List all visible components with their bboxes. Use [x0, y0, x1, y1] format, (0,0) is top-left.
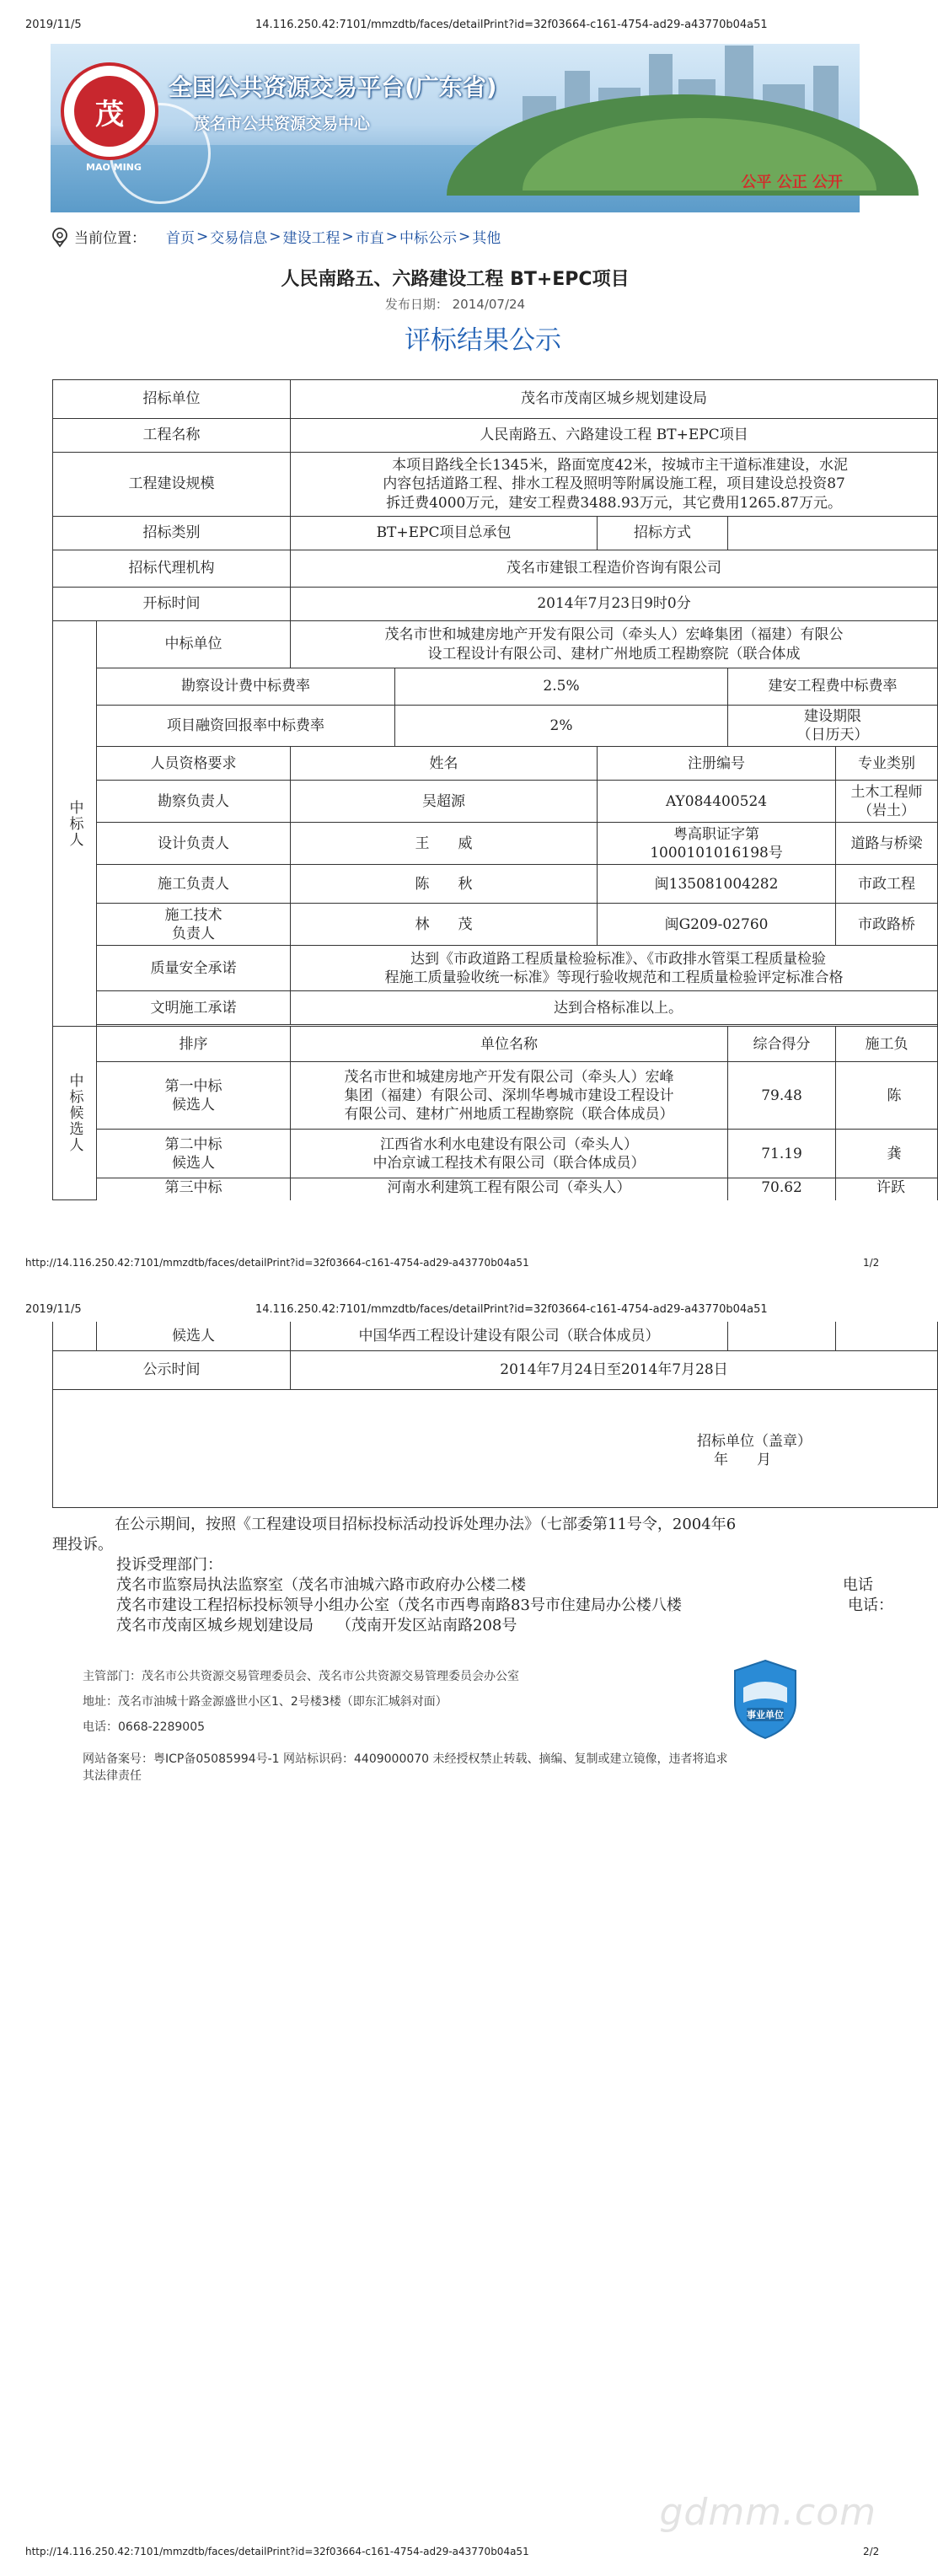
side-candidates-cont	[53, 1322, 97, 1350]
label-tenderer: 招标单位	[53, 380, 291, 419]
quality-line-2: 程施工质量验收统一标准》等现行验收规范和工程质量检验评定标准合格	[384, 969, 844, 986]
site-title: 全国公共资源交易平台(广东省)	[169, 73, 497, 101]
label-project-name: 工程名称	[53, 419, 291, 453]
badge-text: 事业单位	[747, 1709, 784, 1720]
bid-result-table-continued	[52, 1322, 938, 1508]
personnel-reg	[598, 823, 836, 865]
shield-badge-icon	[732, 1659, 799, 1740]
cand-name-line: 江西省水利水电建设有限公司（牵头人）	[380, 1135, 639, 1153]
cand-head-score: 综合得分	[728, 1027, 836, 1062]
breadcrumb-sep: >	[269, 228, 281, 245]
row-finance-rate	[53, 706, 938, 747]
complaint-dept-3: 茂名市茂南区城乡规划建设局 （茂南开发区站南路208号	[116, 1617, 517, 1634]
role-line-2: 负责人	[172, 925, 216, 942]
breadcrumb-city[interactable]: 市直	[355, 230, 384, 247]
personnel-head-major: 专业类别	[836, 747, 938, 781]
breadcrumb-label: 当前位置：	[74, 230, 146, 247]
cand-lead: 陈	[836, 1062, 938, 1130]
personnel-head-reg: 注册编号	[598, 747, 836, 781]
cand-name-line: 有限公司、建材广州地质工程勘察院（联合体成员）	[344, 1105, 674, 1123]
bid-result-table	[52, 379, 938, 1200]
value-tenderer: 茂名市茂南区城乡规划建设局	[291, 380, 938, 419]
cand-lead: 许跃	[836, 1178, 938, 1200]
cand-name: 河南水利建筑工程有限公司（牵头人）	[291, 1178, 728, 1200]
cand-name-line: 中冶京诚工程技术有限公司（联合体成员）	[373, 1154, 646, 1172]
cand-name-line: 茂名市世和城建房地产开发有限公司（牵头人）宏峰	[344, 1068, 674, 1086]
cand-name	[291, 1062, 728, 1130]
site-banner	[51, 44, 860, 212]
label-agency: 招标代理机构	[53, 550, 291, 588]
rank-line-2: 候选人	[172, 1096, 216, 1114]
major-line-2: （岩土）	[858, 802, 916, 819]
print-footer-url: http://14.116.250.42:7101/mmzdtb/faces/detailPrint?id=32f03664-c161-4754-ad29-a43770b04a51	[25, 2546, 529, 2557]
value-project-name: 人民南路五、六路建设工程 BT+EPC项目	[291, 419, 938, 453]
cand-rank	[97, 1062, 291, 1130]
site-logo[interactable]: 茂	[61, 62, 158, 160]
label-publicity: 公示时间	[53, 1350, 291, 1389]
table-row	[53, 1130, 938, 1178]
label-category: 招标类别	[53, 517, 291, 550]
row-category	[53, 517, 938, 550]
breadcrumb-sep: >	[385, 228, 398, 245]
rank-line-1: 第一中标	[164, 1077, 222, 1095]
logo-pinyin: MAO MING	[86, 162, 142, 173]
scale-line-3: 拆迁费4000万元，建安工程费3488.93万元，其它费用1265.87万元。	[386, 494, 842, 512]
label-finance-rate: 项目融资回报率中标费率	[97, 706, 395, 747]
value-publicity: 2014年7月24日至2014年7月28日	[291, 1350, 938, 1389]
side-candidates: 中标候选人	[53, 1027, 97, 1200]
cand-rank: 第三中标	[97, 1178, 291, 1200]
value-agency: 茂名市建银工程造价咨询有限公司	[291, 550, 938, 588]
row-personnel-head	[53, 747, 938, 781]
footer-address: 地址：茂名市油城十路金源盛世小区1、2号楼3楼（即东汇城斜对面）	[83, 1695, 448, 1709]
banner-slogan: 公平 公正 公开	[741, 174, 843, 191]
sign-cell	[53, 1389, 938, 1507]
label-duration	[728, 706, 938, 747]
cand-head-lead: 施工负	[836, 1027, 938, 1062]
sign-line-1: 招标单位（盖章）	[697, 1432, 812, 1450]
notice-paragraph-cont: 理投诉。	[52, 1536, 113, 1554]
table-row	[53, 865, 938, 904]
cand-name: 中国华西工程设计建设有限公司（联合体成员）	[291, 1322, 728, 1350]
cand-name-line: 集团（福建）有限公司、深圳华粤城市建设工程设计	[344, 1087, 674, 1104]
document-title: 人民南路五、六路建设工程 BT+EPC项目	[281, 269, 630, 290]
value-scale	[291, 453, 938, 517]
value-winner	[291, 621, 938, 668]
breadcrumb-sep: >	[458, 228, 471, 245]
row-candidate-head	[53, 1027, 938, 1062]
rank-line-2: 候选人	[172, 1154, 216, 1172]
label-winner: 中标单位	[97, 621, 291, 668]
breadcrumb-sep: >	[196, 228, 209, 245]
cand-lead: 龚	[836, 1130, 938, 1178]
reg-line-2: 1000101016198号	[650, 844, 783, 861]
footer-sponsor: 主管部门：茂名市公共资源交易管理委员会、茂名市公共资源交易管理委员会办公室	[83, 1670, 519, 1683]
row-scale	[53, 453, 938, 517]
cand-lead-cont	[836, 1322, 938, 1350]
personnel-head-req: 人员资格要求	[97, 747, 291, 781]
label-scale: 工程建设规模	[53, 453, 291, 517]
personnel-reg: 闽G209-02760	[598, 904, 836, 946]
value-survey-rate: 2.5%	[395, 668, 728, 706]
print-date: 2019/11/5	[25, 1303, 82, 1316]
print-page-1: 1/2	[863, 1257, 880, 1269]
personnel-role: 设计负责人	[97, 823, 291, 865]
value-finance-rate: 2%	[395, 706, 728, 747]
quality-line-1: 达到《市政道路工程质量检验标准》、《市政排水管渠工程质量检验	[410, 950, 827, 968]
cand-name	[291, 1130, 728, 1178]
footer-icp-cont: 其法律责任	[83, 1769, 142, 1783]
footer-icp: 网站备案号：粤ICP备05085994号-1 网站标识码：4409000070 未经授权禁止转载、摘编、复制或建立镜像，违者将追求	[83, 1752, 728, 1766]
duration-line-2: （日历天）	[796, 727, 869, 744]
major-line-1: 土木工程师	[850, 783, 923, 801]
personnel-major: 市政路桥	[836, 904, 938, 946]
side-winner: 中标人	[53, 621, 97, 1027]
complaint-dept-1-tel: 电话	[843, 1576, 873, 1594]
breadcrumb-construction[interactable]: 建设工程	[282, 230, 340, 247]
personnel-major: 道路与桥梁	[836, 823, 938, 865]
winner-line-1: 茂名市世和城建房地产开发有限公司（牵头人）宏峰集团（福建）有限公	[384, 626, 844, 644]
watermark: gdmm.com	[659, 2491, 876, 2534]
personnel-role: 勘察负责人	[97, 781, 291, 823]
label-method: 招标方式	[598, 517, 728, 550]
label-open-time: 开标时间	[53, 588, 291, 621]
cand-score-cont	[728, 1322, 836, 1350]
label-civil: 文明施工承诺	[97, 991, 291, 1025]
cand-rank	[97, 1130, 291, 1178]
print-url: 14.116.250.42:7101/mmzdtb/faces/detailPrint?id=32f03664-c161-4754-ad29-a43770b04a51	[255, 19, 768, 31]
table-row	[53, 823, 938, 865]
row-survey-rate	[53, 668, 938, 706]
personnel-name: 陈 秋	[291, 865, 598, 904]
table-row	[53, 1322, 938, 1350]
personnel-role: 施工负责人	[97, 865, 291, 904]
table-row	[53, 1062, 938, 1130]
publish-date: 发布日期： 2014/07/24	[384, 297, 526, 312]
print-url: 14.116.250.42:7101/mmzdtb/faces/detailPrint?id=32f03664-c161-4754-ad29-a43770b04a51	[255, 1303, 768, 1316]
row-project-name	[53, 419, 938, 453]
complaint-dept-1: 茂名市监察局执法监察室（茂名市油城六路市政府办公楼二楼	[116, 1576, 526, 1594]
winner-line-2: 设工程设计有限公司、建材广州地质工程勘察院（联合体成	[427, 645, 801, 663]
print-page-2: 2/2	[863, 2546, 880, 2557]
value-method	[728, 517, 938, 550]
scale-line-2: 内容包括道路工程、排水工程及照明等附属设施工程，项目建设总投资87	[383, 475, 845, 493]
scale-line-1: 本项目路线全长1345米，路面宽度42米，按城市主干道标准建设，水泥	[392, 457, 848, 475]
cand-head-rank: 排序	[97, 1027, 291, 1062]
rank-line-1: 第二中标	[164, 1135, 222, 1153]
table-row	[53, 904, 938, 946]
value-civil	[291, 991, 938, 1025]
label-quality: 质量安全承诺	[97, 946, 291, 991]
complaint-dept-label: 投诉受理部门：	[116, 1556, 222, 1574]
breadcrumb-sep: >	[341, 228, 354, 245]
breadcrumb-other[interactable]: 其他	[472, 230, 501, 247]
row-winner	[53, 621, 938, 668]
site-subtitle: 茂名市公共资源交易中心	[194, 115, 371, 133]
row-tenderer	[53, 380, 938, 419]
table-row	[53, 781, 938, 823]
cand-score: 71.19	[728, 1130, 836, 1178]
personnel-name: 林 茂	[291, 904, 598, 946]
breadcrumb	[51, 226, 501, 247]
location-pin-icon	[51, 227, 69, 247]
complaint-dept-2-tel: 电话：	[848, 1597, 893, 1614]
personnel-head-name: 姓名	[291, 747, 598, 781]
personnel-name: 吴超源	[291, 781, 598, 823]
row-publicity	[53, 1350, 938, 1389]
label-construction-rate: 建安工程费中标费率	[728, 668, 938, 706]
civil-text: 达到合格标准以上。	[554, 999, 683, 1017]
cand-score: 79.48	[728, 1062, 836, 1130]
breadcrumb-trade-info[interactable]: 交易信息	[210, 230, 268, 247]
breadcrumb-home[interactable]: 首页	[166, 230, 195, 247]
institution-badge[interactable]	[732, 1659, 799, 1740]
personnel-major: 市政工程	[836, 865, 938, 904]
personnel-role	[97, 904, 291, 946]
table-row	[53, 1178, 938, 1200]
cand-head-name: 单位名称	[291, 1027, 728, 1062]
role-line-1: 施工技术	[164, 906, 222, 924]
complaint-dept-2: 茂名市建设工程招标投标领导小组办公室（茂名市西粤南路83号市住建局办公楼八楼	[116, 1597, 682, 1614]
cand-score: 70.62	[728, 1178, 836, 1200]
footer-phone: 电话：0668-2289005	[83, 1720, 206, 1734]
row-quality	[53, 946, 938, 991]
notice-paragraph: 在公示期间，按照《工程建设项目招标投标活动投诉处理办法》（七部委第11号令，2004年6	[115, 1516, 737, 1533]
label-survey-rate: 勘察设计费中标费率	[97, 668, 395, 706]
duration-line-1: 建设期限	[804, 708, 862, 725]
breadcrumb-award-notice[interactable]: 中标公示	[399, 230, 457, 247]
row-open-time	[53, 588, 938, 621]
personnel-reg: AY084400524	[598, 781, 836, 823]
row-agency	[53, 550, 938, 588]
reg-line-1: 粤高职证字第	[673, 825, 760, 843]
personnel-name: 王 威	[291, 823, 598, 865]
row-civil	[53, 991, 938, 1025]
print-date: 2019/11/5	[25, 19, 82, 31]
result-title: 评标结果公示	[405, 325, 561, 356]
sign-line-2: 年 月	[714, 1451, 771, 1468]
cand-rank: 候选人	[97, 1322, 291, 1350]
personnel-reg: 闽135081004282	[598, 865, 836, 904]
personnel-major	[836, 781, 938, 823]
print-footer-url: http://14.116.250.42:7101/mmzdtb/faces/detailPrint?id=32f03664-c161-4754-ad29-a43770b04a51	[25, 1257, 529, 1269]
value-category: BT+EPC项目总承包	[291, 517, 598, 550]
value-open-time: 2014年7月23日9时0分	[291, 588, 938, 621]
value-quality	[291, 946, 938, 991]
row-sign	[53, 1389, 938, 1507]
